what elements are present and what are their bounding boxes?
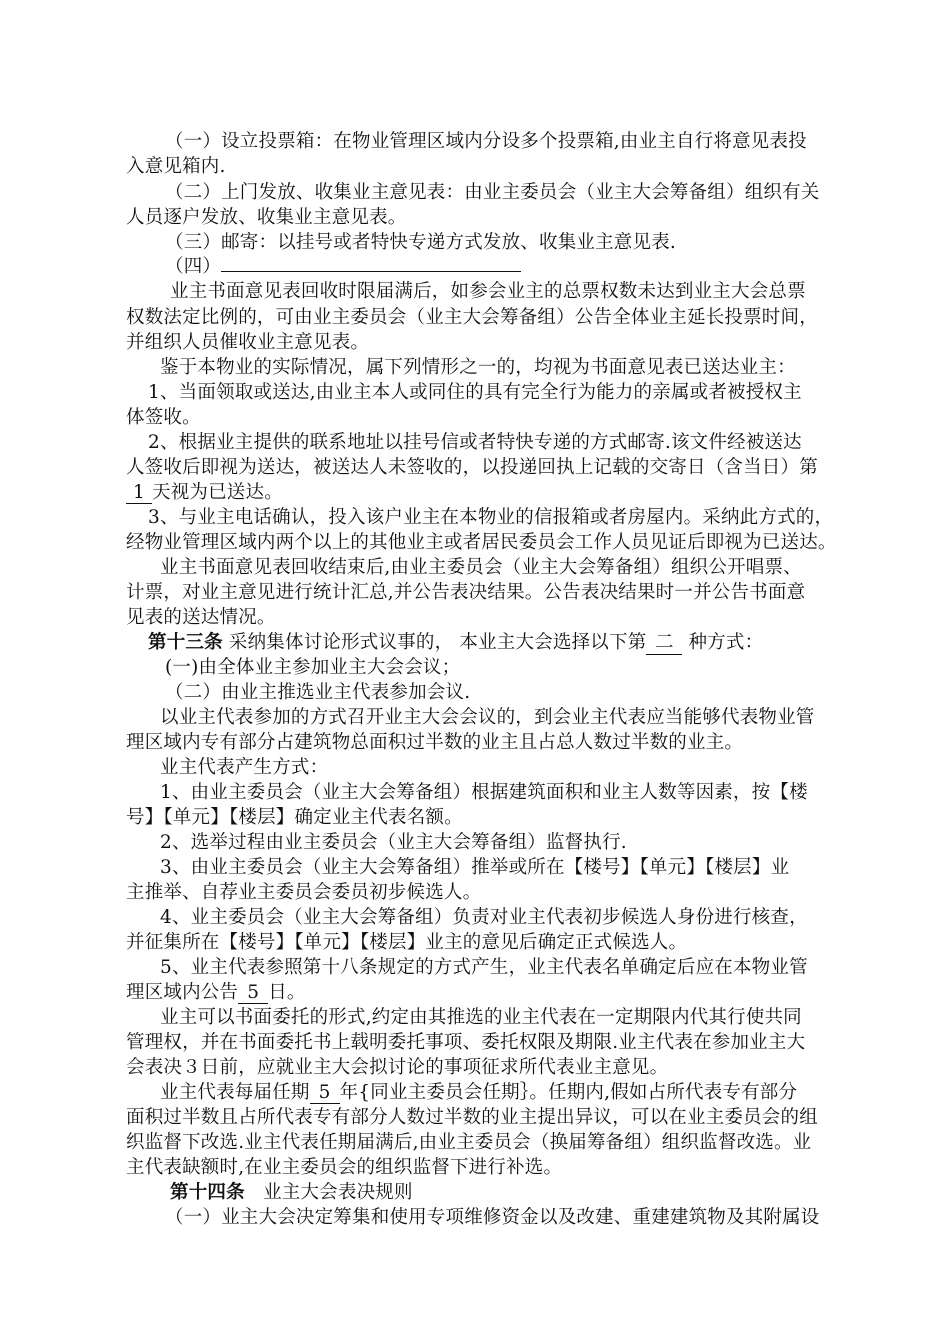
paragraph-line: 理区域内专有部分占建筑物总面积过半数的业主且占总人数过半数的业主。: [126, 732, 744, 753]
paragraph-line: (一)由全体业主参加业主大会会议；: [165, 657, 461, 678]
article-14-heading-line: [170, 1178, 413, 1204]
paragraph-line: 号】【单元】【楼层】确定业主代表名额。: [126, 807, 463, 828]
paragraph-line: 以业主代表参加的方式召开业主大会会议的，到会业主代表应当能够代表物业管: [160, 707, 815, 728]
article-number: 第十四条: [170, 1182, 245, 1203]
paragraph-line: [126, 478, 283, 504]
paragraph-line: 入意见箱内.: [126, 156, 226, 177]
paragraph-line: 见表的送达情况。: [126, 607, 276, 628]
text-span: 理区域内公告: [126, 982, 239, 1003]
paragraph-line: 体签收。: [126, 407, 201, 428]
paragraph-line: 人员逐户发放、收集业主意见表。: [126, 207, 407, 228]
text-span: 日。: [268, 982, 306, 1003]
paragraph-line: 5、业主代表参照第十八条规定的方式产生，业主代表名单确定后应在本物业管: [160, 957, 808, 978]
item-label: （四）: [165, 256, 222, 277]
paragraph-line: （一）设立投票箱：在物业管理区域内分设多个投票箱,由业主自行将意见表投: [165, 131, 807, 152]
paragraph-line: 3、与业主电话确认，投入该户业主在本物业的信报箱或者房屋内。采纳此方式的，: [148, 507, 834, 528]
paragraph-line: 并征集所在【楼号】【单元】【楼层】业主的意见后确定正式候选人。: [126, 932, 688, 953]
paragraph-line: （三）邮寄：以挂号或者特快专递方式发放、收集业主意见表.: [165, 232, 676, 253]
paragraph-line: 3、由业主委员会（业主大会筹备组）推举或所在【楼号】【单元】【楼层】业: [160, 857, 790, 878]
article-number: 第十三条: [148, 632, 223, 653]
paragraph-line: 2、根据业主提供的联系地址以挂号信或者特快专递的方式邮寄.该文件经被送达: [148, 432, 802, 453]
paragraph-line: 管理权，并在书面委托书上载明委托事项、委托权限及期限.业主代表在参加业主大: [126, 1032, 806, 1053]
paragraph-line: 面积过半数且占所代表专有部分人数过半数的业主提出异议，可以在业主委员会的组: [126, 1107, 818, 1128]
paragraph-line: 2、选举过程由业主委员会（业主大会筹备组）监督执行.: [160, 832, 627, 853]
paragraph-line: 4、业主委员会（业主大会筹备组）负责对业主代表初步候选人身份进行核查，: [160, 907, 808, 928]
paragraph-line: 业主代表产生方式：: [160, 757, 329, 778]
paragraph-line: 计票，对业主意见进行统计汇总,并公告表决结果。公告表决结果时一并公告书面意: [126, 582, 806, 603]
paragraph-line: 1、当面领取或送达,由业主本人或同住的具有完全行为能力的亲属或者被授权主: [148, 382, 802, 403]
text-span: 采纳集体讨论形式议事的， 本业主大会选择以下第: [228, 632, 647, 653]
paragraph-line: [126, 978, 306, 1004]
paragraph-line: 主推举、自荐业主委员会委员初步候选人。: [126, 882, 482, 903]
text-span: 种方式：: [688, 632, 764, 653]
underlined-number: 5: [310, 1082, 340, 1104]
text-span: 业主代表每届任期: [160, 1082, 310, 1103]
underlined-number: 5: [238, 982, 268, 1004]
paragraph-line: （二）由业主推选业主代表参加会议.: [165, 682, 471, 703]
text-span: 业主大会表决规则: [263, 1182, 413, 1203]
paragraph-line: 1、由业主委员会（业主大会筹备组）根据建筑面积和业主人数等因素，按【楼: [160, 782, 808, 803]
paragraph-line: （一）业主大会决定筹集和使用专项维修资金以及改建、重建建筑物及其附属设: [165, 1207, 820, 1228]
paragraph-line: 人签收后即视为送达，被送达人未签收的，以投递回执上记载的交寄日（含当日）第: [126, 457, 818, 478]
text-span: 年{同业主委员会任期｝。任期内,假如占所代表专有部分: [339, 1082, 798, 1103]
paragraph-line: 业主可以书面委托的形式,约定由其推选的业主代表在一定期限内代其行使共同: [160, 1007, 802, 1028]
paragraph-line: 会表决３日前，应就业主大会拟讨论的事项征求所代表业主意见。: [126, 1057, 669, 1078]
paragraph-line: 经物业管理区域内两个以上的其他业主或者居民委员会工作人员见证后即视为已送达。: [126, 532, 837, 553]
underlined-choice: 二: [646, 628, 682, 655]
paragraph-line: 并组织人员催收业主意见表。: [126, 332, 370, 353]
article-13-heading-line: [148, 628, 763, 655]
paragraph-line: 主代表缺额时,在业主委员会的组织监督下进行补选。: [126, 1157, 563, 1178]
text-span: 天视为已送达。: [152, 482, 283, 503]
paragraph-line: 织监督下改选.业主代表任期届满后,由业主委员会（换届筹备组）组织监督改选。业: [126, 1132, 812, 1153]
paragraph-line: 业主书面意见表回收结束后,由业主委员会（业主大会筹备组）组织公开唱票、: [160, 557, 802, 578]
paragraph-line: 鉴于本物业的实际情况，属下列情形之一的，均视为书面意见表已送达业主：: [160, 357, 796, 378]
paragraph-line: （二）上门发放、收集业主意见表：由业主委员会（业主大会筹备组）组织有关: [165, 182, 820, 203]
paragraph-line-blank-item: [165, 252, 521, 278]
paragraph-line: 权数法定比例的，可由业主委员会（业主大会筹备组）公告全体业主延长投票时间，: [126, 307, 818, 328]
fill-in-blank: [221, 257, 521, 272]
underlined-number: 1: [126, 482, 152, 504]
paragraph-line: 业主书面意见表回收时限届满后，如参会业主的总票权数未达到业主大会总票: [170, 281, 806, 302]
paragraph-line: [160, 1078, 797, 1104]
